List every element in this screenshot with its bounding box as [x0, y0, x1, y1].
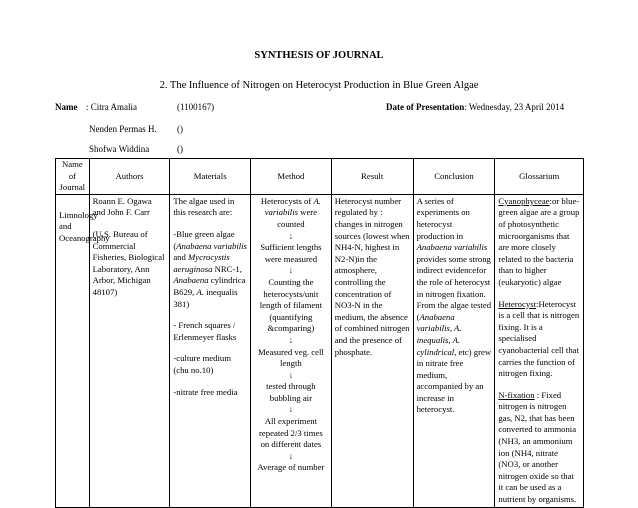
method-step-4: Measured veg. cell length [257, 346, 324, 369]
cell-glossarium [495, 194, 584, 507]
header-authors: Authors [89, 159, 170, 195]
member-id-3: () [177, 144, 183, 154]
synthesis-table [55, 158, 584, 508]
glossary-entry-2: Heterocyst:Heterocyst is a cell that is nitrogen fixing. It is a specialised cyanobacterial cell that carries the function of nitrogen fixing. [498, 298, 580, 379]
down-arrow-icon: ↓ [288, 404, 294, 415]
down-arrow-icon: ↓ [288, 265, 294, 276]
header-result: Result [331, 159, 413, 195]
header-method: Method [251, 159, 332, 195]
method-step-2: Sufficient lengths were measured [260, 242, 322, 264]
method-step-6: All experiment repeated 2/3 times on different dates [259, 416, 323, 450]
journal-name: Limnology and Oceanography [59, 209, 110, 243]
cell-method [251, 194, 332, 507]
header-materials: Materials [170, 159, 251, 195]
document-subtitle: 2. The Influence of Nitrogen on Heterocyst Production in Blue Green Algae [159, 80, 479, 91]
method-step-1: Heterocysts of A. variabilis were counted [260, 195, 321, 229]
materials-item-2: - French squares / Erlenmeyer flasks [173, 320, 237, 342]
method-step-7: Average of number [257, 462, 325, 473]
down-arrow-icon: ↓ [288, 334, 294, 345]
conclusion-text: A series of experiments on heterocyst production in Anabaena variabilis provides some strong indirect evidencefor the role of heterocyst in nitrogen fixation. From the algae tested (Anabaena variabilis, A. inequalis, A. cylindrical, etc) grew in nitrate free medium, accompanied by an increase in heterocyst. [416, 195, 492, 415]
materials-item-3: -culture medium (chu no.10) [173, 353, 231, 375]
down-arrow-icon: ↓ [288, 450, 294, 461]
method-step-5: tested through bubbling air [266, 381, 316, 403]
header-glossarium: Glossarium [495, 159, 584, 195]
date-line: Date of Presentation: Wednesday, 23 April 2014 [386, 102, 565, 112]
document-title: SYNTHESIS OF JOURNAL [254, 50, 384, 61]
cell-journal [56, 194, 110, 507]
header-journal: Name of Journal [56, 159, 90, 195]
authors-affiliation: (U.S. Bureau of Commercial Fisheries, Biological Laboratory, Ann Arbor, Michigan 48107) [92, 228, 165, 297]
method-step-3: Counting the heterocysts/unit length of filament (quantifying &comparing) [259, 276, 322, 334]
down-arrow-icon: ↓ [288, 230, 294, 241]
cell-conclusion [413, 194, 495, 507]
member-name-1: : Citra Amalia [86, 102, 137, 112]
member-name-2: Nenden Permas H. [89, 124, 157, 134]
cell-result [331, 194, 413, 507]
materials-intro: The algae used in this research are: [173, 195, 235, 218]
member-id-2: () [177, 124, 183, 134]
name-label: Name [55, 102, 78, 112]
authors-names: Roann E. Ogawa and John F. Carr [92, 195, 152, 218]
cell-materials [170, 194, 251, 507]
member-id-1: (1100167) [177, 102, 215, 112]
materials-item-1: -Blue green algae (Anabaena variabilis and Mycrocystis aeruginosa NRC-1, Anabaena cylindrica B629, A. inequalis 381) [173, 228, 247, 309]
table-header-row [56, 159, 584, 195]
table-row [56, 194, 584, 507]
cell-authors [89, 194, 170, 507]
materials-item-4: -nitrate free media [173, 386, 238, 397]
header-conclusion: Conclusion [413, 159, 495, 195]
member-name-3: Shofwa Widdina [89, 144, 150, 154]
down-arrow-icon: ↓ [288, 369, 294, 380]
glossary-entry-3: N-fixation : Fixed nitrogen is nitrogen gas, N2, that has been converted to ammonia (NH3, an ammonium ion (NH4, nitrate (NO3, or another nitrogen oxide so that it can be used as a nutrient by organisms. [498, 389, 577, 505]
glossary-entry-1: Cyanophyceae:or blue-green algae are a group of photosynthetic microorganisms that are more closely related to the bacteria than to higher (eukaryotic) algae [498, 195, 580, 287]
result-text: Heterocyst number regulated by : changes in nitrogen sources (lowest when NH4-N, highest in N2-N)in the atmosphere, controlling the concentration of NO3-N in the medium, the absence of combined nitrogen and the presence of phosphate. [334, 195, 410, 357]
